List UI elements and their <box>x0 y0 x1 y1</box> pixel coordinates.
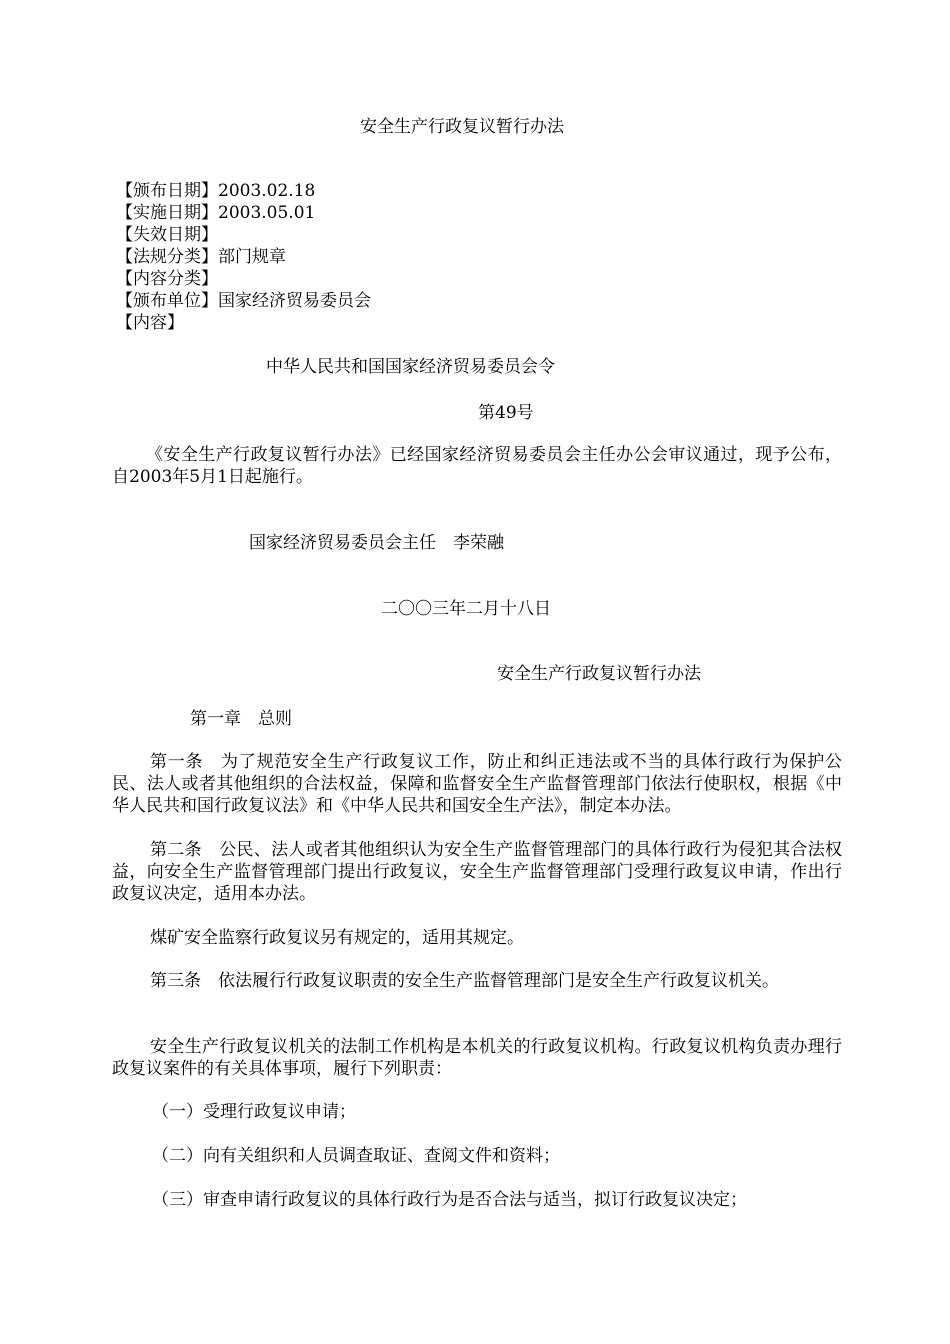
meta-issue-date: 【颁布日期】2003.02.18 <box>116 181 316 201</box>
metadata-block <box>116 180 371 334</box>
signatory: 国家经济贸易委员会主任 李荣融 <box>249 533 504 553</box>
article-1: 第一条 为了规范安全生产行政复议工作，防止和纠正违法或不当的具体行政行为保护公民、法人或者其他组织的合法权益，保障和监督安全生产监督管理部门依法行使职权，根据《中华人民共和国行政复议法》和《中华人民共和国安全生产法》，制定本办法。 <box>112 752 842 816</box>
article-2: 第二条 公民、法人或者其他组织认为安全生产监督管理部门的具体行政行为侵犯其合法权益，向安全生产监督管理部门提出行政复议，安全生产监督管理部门受理行政复议申请，作出行政复议决定，适用本办法。 <box>112 840 842 904</box>
article-3: 第三条 依法履行行政复议职责的安全生产监督管理部门是安全生产行政复议机关。 <box>150 971 779 991</box>
chapter-heading: 第一章 总则 <box>190 709 292 729</box>
order-number: 第49号 <box>478 403 534 423</box>
meta-content-label: 【内容】 <box>116 313 184 333</box>
meta-expiry-date: 【失效日期】 <box>116 225 218 245</box>
duty-item-1: （一）受理行政复议申请； <box>152 1102 356 1122</box>
meta-regulation-category: 【法规分类】部门规章 <box>116 247 286 267</box>
coal-mine-paragraph: 煤矿安全监察行政复议另有规定的，适用其规定。 <box>150 928 524 948</box>
document-title: 安全生产行政复议暂行办法 <box>360 117 564 137</box>
issue-date-text: 二〇〇三年二月十八日 <box>381 599 551 619</box>
meta-content-category: 【内容分类】 <box>116 269 218 289</box>
duty-item-2: （二）向有关组织和人员调查取证、查阅文件和资料； <box>152 1146 560 1166</box>
meta-effective-date: 【实施日期】2003.05.01 <box>116 203 316 223</box>
review-agency-paragraph: 安全生产行政复议机关的法制工作机构是本机关的行政复议机构。行政复议机构负责办理行政复议案件的有关具体事项，履行下列职责： <box>112 1037 842 1079</box>
regulation-subtitle: 安全生产行政复议暂行办法 <box>497 664 701 684</box>
duty-item-3: （三）审查申请行政复议的具体行政行为是否合法与适当，拟订行政复议决定； <box>152 1190 747 1210</box>
order-title: 中华人民共和国国家经济贸易委员会令 <box>266 357 555 377</box>
meta-issuing-unit: 【颁布单位】国家经济贸易委员会 <box>116 291 371 311</box>
announcement-paragraph: 《安全生产行政复议暂行办法》已经国家经济贸易委员会主任办公会审议通过，现予公布，自2003年5月1日起施行。 <box>112 445 842 487</box>
